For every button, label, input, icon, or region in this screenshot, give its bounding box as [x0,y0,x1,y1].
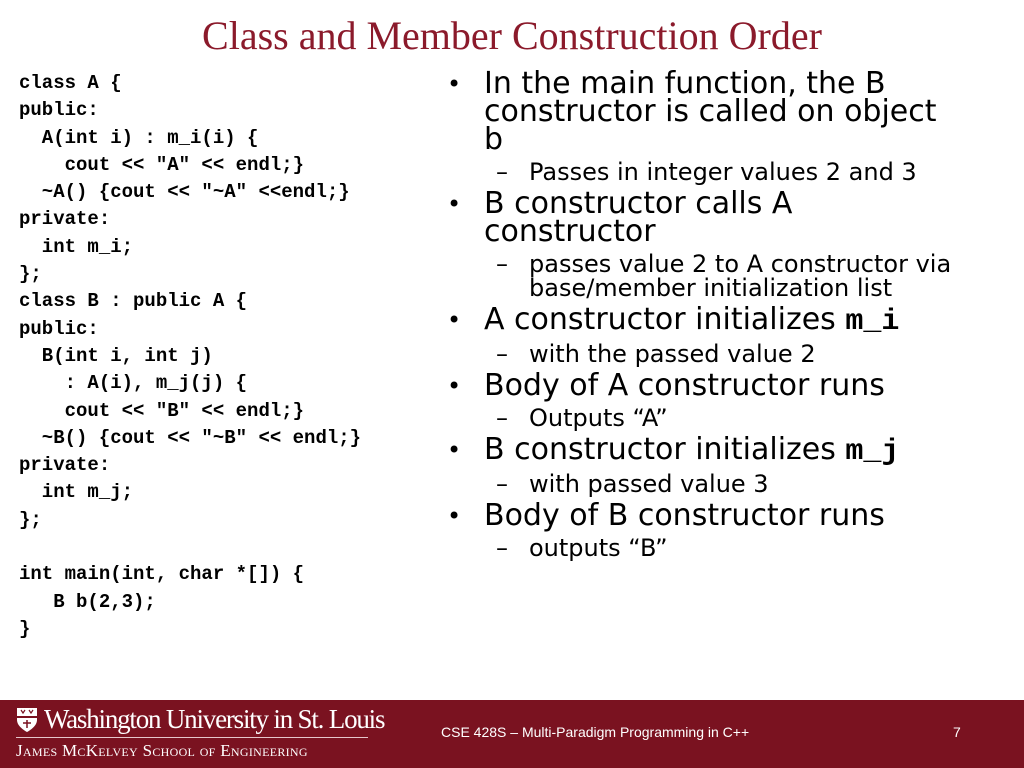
bullet-code: m_i [845,305,900,339]
university-name: Washington University in St. Louis [44,704,385,734]
bullet-dot-icon: • [447,70,462,98]
bullet-item [444,186,1024,249]
code-listing [19,70,361,643]
code-line: cout << "A" << endl;} [19,153,305,176]
sub-bullet-item [444,472,1024,496]
dash-icon: – [496,470,508,498]
bullet-list [444,64,1024,560]
code-line: class B : public A { [19,290,248,313]
bullet-dot-icon: • [447,372,462,400]
bullet-dot-icon: • [447,306,462,334]
dash-icon: – [496,340,508,368]
sub-bullet-item [444,342,1024,366]
code-line: public: [19,317,99,340]
code-line: } [19,617,31,640]
code-line: public: [19,99,99,122]
sub-bullet-item [444,536,1024,560]
sub-bullet-item [444,160,1024,184]
sub-bullet-item [444,252,1024,300]
page-number: 7 [953,724,961,740]
code-line: int main(int, char *[]) { [19,563,305,586]
code-line: private: [19,208,111,231]
bullet-item [444,432,1024,469]
bullet-dot-icon: • [447,190,462,218]
bullet-text: In the main function, the B [484,66,886,101]
sub-bullet-text: base/member initialization list [529,274,893,302]
code-line: B b(2,3); [19,590,156,613]
bullet-dot-icon: • [447,502,462,530]
sub-bullet-text: with the passed value 2 [529,340,816,368]
dash-icon: – [496,158,508,186]
sub-bullet-text: Passes in integer values 2 and 3 [529,158,917,186]
bullet-text: B constructor initializes [484,432,846,467]
code-line: private: [19,454,111,477]
sub-bullet-text: outputs “B” [529,534,668,562]
bullet-text: constructor [484,214,656,249]
code-line: ~A() {cout << "~A" <<endl;} [19,181,350,204]
code-line: ~B() {cout << "~B" << endl;} [19,426,362,449]
sub-bullet-text: Outputs “A” [529,404,668,432]
bullet-text: Body of A constructor runs [484,368,885,403]
slide-title: Class and Member Construction Order [202,13,822,58]
code-line: }; [19,263,42,286]
code-line: cout << "B" << endl;} [19,399,305,422]
logo-divider [16,737,368,738]
bullet-text: Body of B constructor runs [484,498,885,533]
code-line: int m_j; [19,481,134,504]
code-line: int m_i; [19,235,134,258]
bullet-text: A constructor initializes [484,302,846,337]
university-shield-icon [16,707,38,733]
school-name: James McKelvey School of Engineering [16,741,308,760]
sub-bullet-text: passes value 2 to A constructor via [529,250,952,278]
bullet-item [444,66,1024,157]
bullet-text: constructor is called on object [484,94,937,129]
bullet-item [444,498,1024,533]
footer-bar [0,700,1024,768]
code-line: B(int i, int j) [19,344,213,367]
bullet-dot-icon: • [447,436,462,464]
bullet-code: m_j [845,435,900,469]
code-line: }; [19,508,42,531]
bullet-item [444,368,1024,403]
sub-bullet-item [444,406,1024,430]
code-line: : A(i), m_j(j) { [19,372,248,395]
course-label: CSE 428S – Multi-Paradigm Programming in C++ [441,724,750,740]
code-line [19,534,361,561]
dash-icon: – [496,534,508,562]
code-line: A(int i) : m_i(i) { [19,126,259,149]
dash-icon: – [496,250,508,278]
dash-icon: – [496,404,508,432]
code-line: class A { [19,72,122,94]
sub-bullet-text: with passed value 3 [529,470,769,498]
bullet-text: B constructor calls A [484,186,793,221]
bullet-item [444,302,1024,339]
bullet-text: b [484,122,504,157]
